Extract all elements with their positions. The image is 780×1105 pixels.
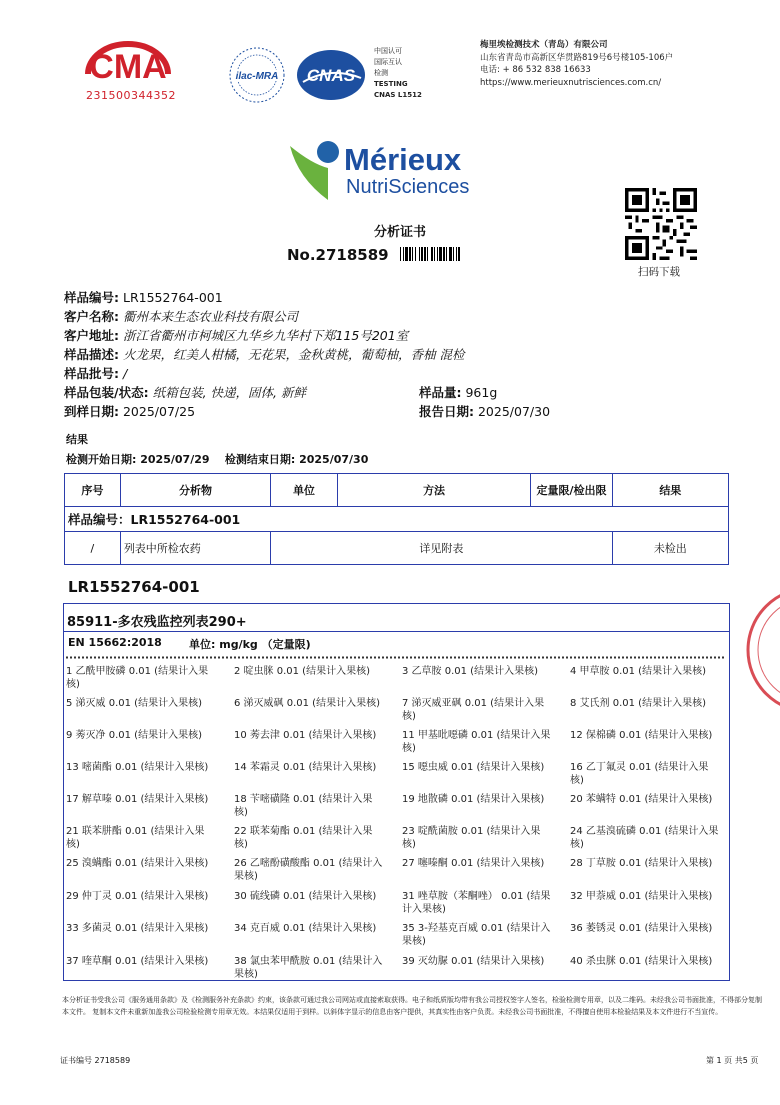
label: 检测结束日期: [224,453,296,466]
brand-line1: Mérieux [344,142,462,177]
pesticide-item: 39 灭幼脲 0.01 (结果计入果核) [402,956,545,967]
divider [64,631,729,632]
test-start-date: 2025/07/29 [140,453,210,466]
label: 样品包装/状态: [64,385,149,400]
cma-number: 231500344352 [86,89,176,102]
sample-package: 纸箱包装, 快递，固体, 新鲜 [152,385,306,400]
pesticide-item: 11 甲基吡噁磷 0.01 (结果计入果核) [402,730,551,754]
cell-result: 未检出 [612,532,728,565]
pesticide-item: 40 杀虫脒 0.01 (结果计入果核) [570,956,713,967]
sample-quantity: 961g [465,385,498,400]
sample-info-right [419,383,550,421]
batch-number: / [122,366,128,381]
pesticide-item: 36 萎锈灵 0.01 (结果计入果核) [570,923,713,934]
pesticide-item: 4 甲草胺 0.01 (结果计入果核) [570,666,706,677]
pesticide-item: 27 噻嗪酮 0.01 (结果计入果核) [402,858,545,869]
unit-label: 单位: mg/kg （定量限) [189,638,311,651]
column-header: 单位 [271,474,338,507]
table-row [65,532,729,565]
pesticide-item: 29 仲丁灵 0.01 (结果计入果核) [66,891,209,902]
pesticide-item: 18 苄嘧磺隆 0.01 (结果计入果核) [234,794,373,818]
label: 到样日期: [64,404,119,419]
table-row [65,507,729,532]
pesticide-item: 34 克百威 0.01 (结果计入果核) [234,923,377,934]
column-header: 定量限/检出限 [531,474,612,507]
label: 客户地址: [64,328,119,343]
cnas-line: TESTING [374,80,408,88]
page-number: 第 1 页 共5 页 [706,1056,759,1065]
test-end-date: 2025/07/30 [299,453,369,466]
pesticide-item: 17 解草嗪 0.01 (结果计入果核) [66,794,209,805]
pesticide-item: 9 莠灭净 0.01 (结果计入果核) [66,730,202,741]
lab-phone: 电话: + 86 532 838 16633 [480,65,591,75]
pesticide-item: 24 乙基溴硫磷 0.01 (结果计入果核) [570,826,719,850]
sample-info [64,288,464,421]
pesticide-item: 22 联苯菊酯 0.01 (结果计入果核) [234,826,373,850]
arrival-date: 2025/07/25 [122,404,196,419]
cnas-accreditation-text [374,46,422,101]
label: 报告日期: [419,404,474,419]
footer-cert-number: 证书编号 2718589 [60,1056,131,1065]
column-header: 方法 [337,474,531,507]
pesticide-item: 10 莠去津 0.01 (结果计入果核) [234,730,377,741]
pesticide-item: 7 涕灭威亚砜 0.01 (结果计入果核) [402,698,545,722]
pesticide-item: 8 艾氏剂 0.01 (结果计入果核) [570,698,706,709]
cell-no: / [65,532,121,565]
cnas-line: 国际互认 [374,58,402,66]
label: 检测开始日期: [66,453,137,466]
lab-name: 梅里埃检测技术（青岛）有限公司 [480,40,608,50]
pesticide-item: 13 嘧菌酯 0.01 (结果计入果核) [66,762,209,773]
sample-number: LR1552764-001 [122,290,223,305]
pesticide-item: 23 啶酰菌胺 0.01 (结果计入果核) [402,826,541,850]
pesticide-item: 1 乙酰甲胺磷 0.01 (结果计入果核) [66,666,209,690]
label: 客户名称: [64,309,119,324]
sample-row-label: 样品编号：LR1552764-001 [65,507,729,532]
panel-title: 85911-多农残监控列表290+ [67,615,247,630]
label: 样品编号: [64,290,119,305]
pesticide-item: 2 啶虫脒 0.01 (结果计入果核) [234,666,370,677]
pesticide-item: 37 喹草酮 0.01 (结果计入果核) [66,956,209,967]
sample-description: 火龙果，红美人柑橘，无花果，金秋黄桃，葡萄柚，香柚 混检 [122,347,465,362]
test-dates [66,451,368,467]
cell-analyte: 列表中所检农药 [120,532,270,565]
results-title: 结果 [66,433,88,446]
label: 样品描述: [64,347,119,362]
column-header: 分析物 [120,474,270,507]
pesticide-item: 6 涕灭威砜 0.01 (结果计入果核) [234,698,380,709]
lab-url[interactable]: https://www.merieuxnutrisciences.com.cn/ [480,77,662,88]
svg-text:CNAS: CNAS [306,66,356,85]
column-header: 结果 [612,474,728,507]
cnas-line: CNAS L1512 [374,91,422,99]
terms-footnote: 本分析证书受我公司《服务通用条款》及《检测服务补充条款》约束，该条款可通过我公司网站或直接索取获得。电子和纸质版均带有我公司授权签字人签名，检验检测专用章，以及二维码。未经我公司书面批准，不得部分复制本文件。 复制本文件未重新加盖我公司检验检测专用章无效。本结果仅适用于到样。以斜体字显示的信息由客户提供，其真实性由客户负责。未经我公司书面批准，不得擅自使用本检验结果及本文件进行不当宣传。 [62,996,762,1016]
label: 样品批号: [64,366,119,381]
cnas-line: 中国认可 [374,47,402,55]
summary-table [64,473,729,565]
pesticide-item: 19 地散磷 0.01 (结果计入果核) [402,794,545,805]
qr-download-label: 扫码下载 [638,266,680,278]
ilac-mra-logo [222,46,292,104]
method-standard: EN 15662:2018 [68,636,162,649]
pesticide-item: 3 乙草胺 0.01 (结果计入果核) [402,666,538,677]
pesticide-item: 35 3-羟基克百威 0.01 (结果计入果核) [402,923,551,947]
label: 样品量: [419,385,462,400]
pesticide-item: 28 丁草胺 0.01 (结果计入果核) [570,858,713,869]
column-header: 序号 [65,474,121,507]
report-date: 2025/07/30 [477,404,551,419]
cnas-logo [295,48,367,102]
pesticide-item: 31 唑草胺（苯酮唑） 0.01 (结果计入果核) [402,891,551,915]
client-name: 衢州本来生态农业科技有限公司 [122,309,298,324]
pesticide-item: 12 保棉磷 0.01 (结果计入果核) [570,730,713,741]
detail-sample-heading: LR1552764-001 [68,578,200,596]
cell-method: 详见附表 [271,532,612,565]
pesticide-item: 32 甲萘威 0.01 (结果计入果核) [570,891,713,902]
certificate-number: No.2718589 [287,246,389,264]
brand-line2: NutriSciences [346,176,470,198]
table-header-row [65,474,729,507]
pesticide-item: 14 苯霜灵 0.01 (结果计入果核) [234,762,377,773]
divider [66,655,726,660]
pesticide-item: 15 噁虫威 0.01 (结果计入果核) [402,762,545,773]
svg-text:ilac-MRA: ilac-MRA [235,71,279,82]
pesticide-item: 38 氯虫苯甲酰胺 0.01 (结果计入果核) [234,956,383,980]
pesticide-item: 16 乙丁氟灵 0.01 (结果计入果核) [570,762,709,786]
lab-address: 山东省青岛市高新区华贯路819号6号楼105-106户 [480,52,674,63]
company-seal [740,580,780,720]
pesticide-item: 5 涕灭威 0.01 (结果计入果核) [66,698,202,709]
client-address: 浙江省衢州市柯城区九华乡九华村下郑115号201室 [122,328,409,343]
pesticide-item: 25 溴螨酯 0.01 (结果计入果核) [66,858,209,869]
pesticide-item: 26 乙嘧酚磺酸酯 0.01 (结果计入果核) [234,858,383,882]
pesticide-item: 30 硫线磷 0.01 (结果计入果核) [234,891,377,902]
pesticide-item: 21 联苯肼酯 0.01 (结果计入果核) [66,826,205,850]
pesticide-item: 20 苯螨特 0.01 (结果计入果核) [570,794,713,805]
cnas-line: 检测 [374,69,388,77]
svg-text:CMA: CMA [89,48,167,86]
merieux-nutrisciences-logo [288,138,488,204]
lab-contact-block [480,39,673,89]
certificate-title: 分析证书 [373,225,426,240]
barcode [400,247,508,261]
pesticide-item: 33 多菌灵 0.01 (结果计入果核) [66,923,209,934]
